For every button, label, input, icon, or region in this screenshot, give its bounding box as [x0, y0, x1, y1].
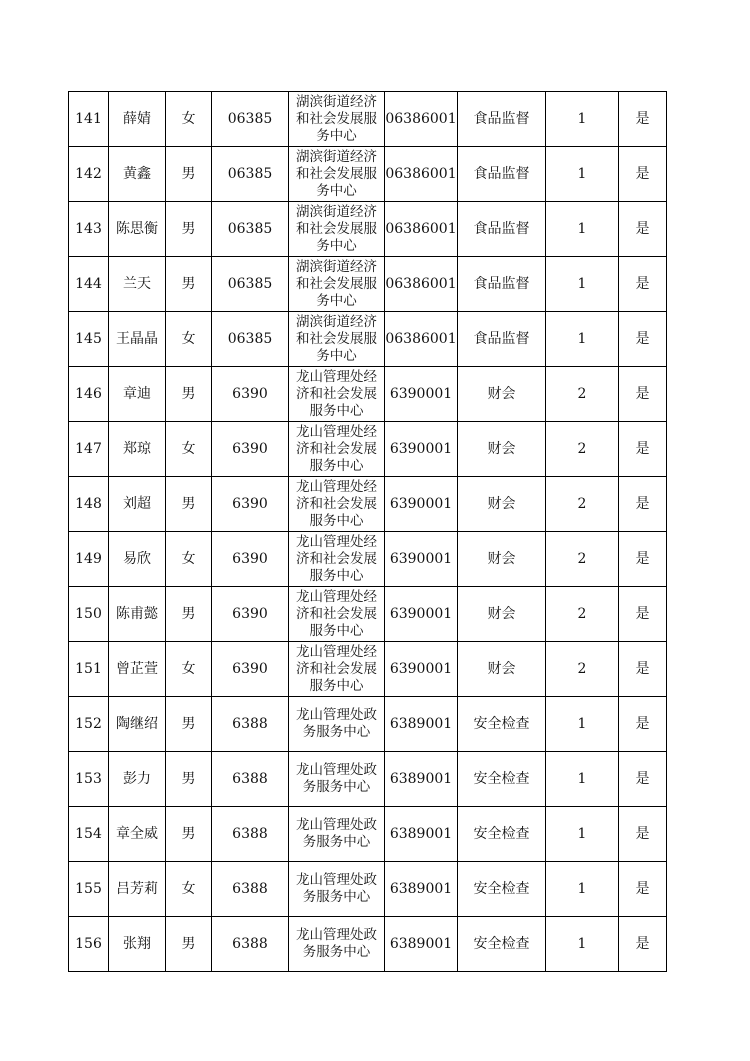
department-code-cell: 06385: [212, 92, 289, 147]
row-number-cell: 153: [69, 752, 109, 807]
name-cell: 王晶晶: [109, 312, 166, 367]
name-cell: 黄鑫: [109, 147, 166, 202]
job-title-cell: 财会: [458, 422, 546, 477]
job-title-cell: 食品监督: [458, 147, 546, 202]
position-code-cell: 6389001: [385, 697, 458, 752]
department-code-cell: 06385: [212, 257, 289, 312]
qualified-flag-cell: 是: [619, 807, 667, 862]
job-title-cell: 财会: [458, 477, 546, 532]
job-title-cell: 食品监督: [458, 257, 546, 312]
row-number-cell: 150: [69, 587, 109, 642]
organization-cell: 龙山管理处经济和社会发展服务中心: [289, 642, 385, 697]
qualified-flag-cell: 是: [619, 697, 667, 752]
headcount-cell: 2: [546, 642, 619, 697]
gender-cell: 男: [166, 202, 212, 257]
organization-cell: 龙山管理处政务服务中心: [289, 807, 385, 862]
headcount-cell: 2: [546, 532, 619, 587]
name-cell: 郑琼: [109, 422, 166, 477]
qualified-flag-cell: 是: [619, 917, 667, 972]
row-number-cell: 147: [69, 422, 109, 477]
organization-cell: 龙山管理处经济和社会发展服务中心: [289, 367, 385, 422]
job-title-cell: 食品监督: [458, 202, 546, 257]
gender-cell: 男: [166, 917, 212, 972]
organization-cell: 龙山管理处政务服务中心: [289, 752, 385, 807]
department-code-cell: 06385: [212, 202, 289, 257]
qualified-flag-cell: 是: [619, 147, 667, 202]
row-number-cell: 151: [69, 642, 109, 697]
job-title-cell: 安全检查: [458, 862, 546, 917]
row-number-cell: 143: [69, 202, 109, 257]
qualified-flag-cell: 是: [619, 862, 667, 917]
position-code-cell: 6389001: [385, 752, 458, 807]
qualified-flag-cell: 是: [619, 532, 667, 587]
roster-table: [68, 91, 667, 972]
department-code-cell: 6390: [212, 642, 289, 697]
gender-cell: 男: [166, 477, 212, 532]
row-number-cell: 155: [69, 862, 109, 917]
headcount-cell: 1: [546, 92, 619, 147]
gender-cell: 女: [166, 92, 212, 147]
department-code-cell: 6388: [212, 862, 289, 917]
position-code-cell: 6390001: [385, 642, 458, 697]
table-row: [69, 312, 667, 367]
headcount-cell: 2: [546, 367, 619, 422]
table-row: [69, 477, 667, 532]
table-row: [69, 587, 667, 642]
department-code-cell: 6390: [212, 587, 289, 642]
job-title-cell: 财会: [458, 642, 546, 697]
row-number-cell: 154: [69, 807, 109, 862]
gender-cell: 男: [166, 367, 212, 422]
organization-cell: 龙山管理处政务服务中心: [289, 917, 385, 972]
name-cell: 张翔: [109, 917, 166, 972]
gender-cell: 女: [166, 642, 212, 697]
name-cell: 薛婧: [109, 92, 166, 147]
gender-cell: 男: [166, 807, 212, 862]
table-row: [69, 752, 667, 807]
name-cell: 易欣: [109, 532, 166, 587]
gender-cell: 男: [166, 587, 212, 642]
row-number-cell: 149: [69, 532, 109, 587]
position-code-cell: 6390001: [385, 367, 458, 422]
job-title-cell: 安全检查: [458, 917, 546, 972]
position-code-cell: 6390001: [385, 532, 458, 587]
row-number-cell: 146: [69, 367, 109, 422]
row-number-cell: 141: [69, 92, 109, 147]
gender-cell: 男: [166, 697, 212, 752]
headcount-cell: 1: [546, 697, 619, 752]
table-row: [69, 862, 667, 917]
row-number-cell: 148: [69, 477, 109, 532]
qualified-flag-cell: 是: [619, 587, 667, 642]
headcount-cell: 1: [546, 752, 619, 807]
qualified-flag-cell: 是: [619, 422, 667, 477]
headcount-cell: 1: [546, 147, 619, 202]
qualified-flag-cell: 是: [619, 477, 667, 532]
job-title-cell: 食品监督: [458, 92, 546, 147]
organization-cell: 龙山管理处经济和社会发展服务中心: [289, 532, 385, 587]
position-code-cell: 06386001: [385, 257, 458, 312]
qualified-flag-cell: 是: [619, 752, 667, 807]
table-row: [69, 257, 667, 312]
headcount-cell: 2: [546, 587, 619, 642]
department-code-cell: 06385: [212, 147, 289, 202]
gender-cell: 女: [166, 422, 212, 477]
gender-cell: 女: [166, 312, 212, 367]
headcount-cell: 1: [546, 257, 619, 312]
name-cell: 章全威: [109, 807, 166, 862]
department-code-cell: 6390: [212, 532, 289, 587]
gender-cell: 男: [166, 257, 212, 312]
job-title-cell: 财会: [458, 367, 546, 422]
roster-body: [69, 92, 667, 972]
organization-cell: 龙山管理处经济和社会发展服务中心: [289, 477, 385, 532]
position-code-cell: 6389001: [385, 917, 458, 972]
headcount-cell: 2: [546, 477, 619, 532]
organization-cell: 湖滨街道经济和社会发展服务中心: [289, 92, 385, 147]
row-number-cell: 145: [69, 312, 109, 367]
job-title-cell: 安全检查: [458, 697, 546, 752]
name-cell: 刘超: [109, 477, 166, 532]
position-code-cell: 06386001: [385, 147, 458, 202]
headcount-cell: 1: [546, 862, 619, 917]
organization-cell: 湖滨街道经济和社会发展服务中心: [289, 312, 385, 367]
gender-cell: 女: [166, 862, 212, 917]
gender-cell: 男: [166, 147, 212, 202]
organization-cell: 龙山管理处政务服务中心: [289, 697, 385, 752]
name-cell: 吕芳莉: [109, 862, 166, 917]
position-code-cell: 6390001: [385, 422, 458, 477]
headcount-cell: 1: [546, 202, 619, 257]
row-number-cell: 152: [69, 697, 109, 752]
qualified-flag-cell: 是: [619, 202, 667, 257]
table-row: [69, 917, 667, 972]
row-number-cell: 142: [69, 147, 109, 202]
organization-cell: 龙山管理处经济和社会发展服务中心: [289, 422, 385, 477]
name-cell: 章迪: [109, 367, 166, 422]
headcount-cell: 1: [546, 807, 619, 862]
table-row: [69, 147, 667, 202]
department-code-cell: 6390: [212, 477, 289, 532]
department-code-cell: 6388: [212, 752, 289, 807]
organization-cell: 龙山管理处经济和社会发展服务中心: [289, 587, 385, 642]
name-cell: 彭力: [109, 752, 166, 807]
organization-cell: 湖滨街道经济和社会发展服务中心: [289, 147, 385, 202]
table-row: [69, 422, 667, 477]
name-cell: 曾芷萱: [109, 642, 166, 697]
table-row: [69, 807, 667, 862]
table-row: [69, 92, 667, 147]
organization-cell: 湖滨街道经济和社会发展服务中心: [289, 202, 385, 257]
qualified-flag-cell: 是: [619, 312, 667, 367]
position-code-cell: 6389001: [385, 862, 458, 917]
organization-cell: 湖滨街道经济和社会发展服务中心: [289, 257, 385, 312]
row-number-cell: 156: [69, 917, 109, 972]
job-title-cell: 安全检查: [458, 752, 546, 807]
name-cell: 陶继绍: [109, 697, 166, 752]
qualified-flag-cell: 是: [619, 367, 667, 422]
organization-cell: 龙山管理处政务服务中心: [289, 862, 385, 917]
name-cell: 陈思衡: [109, 202, 166, 257]
table-row: [69, 697, 667, 752]
position-code-cell: 06386001: [385, 312, 458, 367]
qualified-flag-cell: 是: [619, 257, 667, 312]
table-row: [69, 367, 667, 422]
position-code-cell: 6389001: [385, 807, 458, 862]
job-title-cell: 安全检查: [458, 807, 546, 862]
headcount-cell: 1: [546, 917, 619, 972]
department-code-cell: 06385: [212, 312, 289, 367]
headcount-cell: 1: [546, 312, 619, 367]
department-code-cell: 6388: [212, 697, 289, 752]
qualified-flag-cell: 是: [619, 642, 667, 697]
department-code-cell: 6390: [212, 422, 289, 477]
gender-cell: 女: [166, 532, 212, 587]
table-row: [69, 532, 667, 587]
department-code-cell: 6388: [212, 917, 289, 972]
job-title-cell: 食品监督: [458, 312, 546, 367]
qualified-flag-cell: 是: [619, 92, 667, 147]
table-row: [69, 642, 667, 697]
job-title-cell: 财会: [458, 587, 546, 642]
position-code-cell: 6390001: [385, 587, 458, 642]
table-row: [69, 202, 667, 257]
department-code-cell: 6390: [212, 367, 289, 422]
position-code-cell: 06386001: [385, 202, 458, 257]
row-number-cell: 144: [69, 257, 109, 312]
gender-cell: 男: [166, 752, 212, 807]
name-cell: 陈甫懿: [109, 587, 166, 642]
job-title-cell: 财会: [458, 532, 546, 587]
name-cell: 兰天: [109, 257, 166, 312]
department-code-cell: 6388: [212, 807, 289, 862]
position-code-cell: 06386001: [385, 92, 458, 147]
position-code-cell: 6390001: [385, 477, 458, 532]
headcount-cell: 2: [546, 422, 619, 477]
